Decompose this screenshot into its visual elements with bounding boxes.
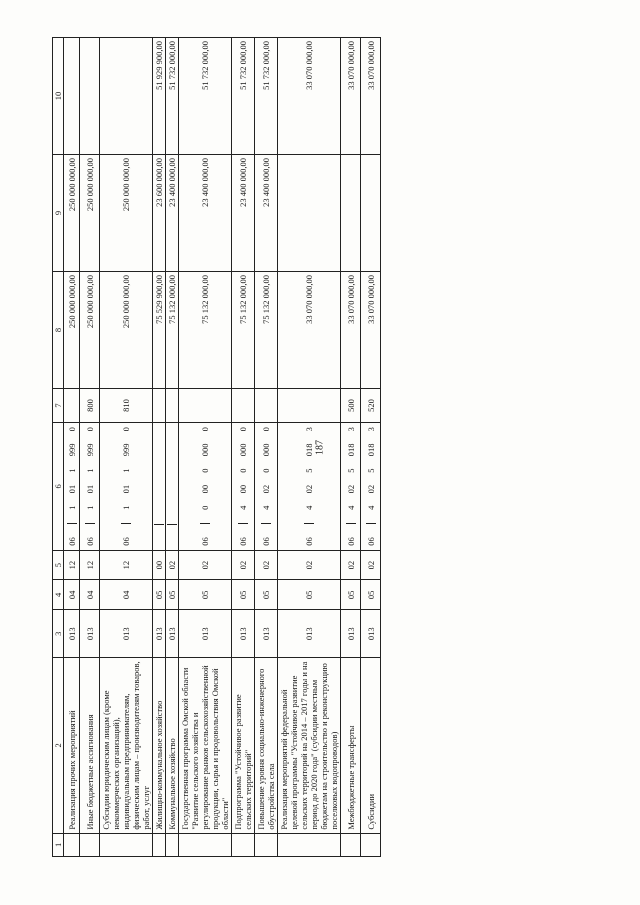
page-number: 187 <box>314 440 326 455</box>
row-col-10: 51 732 000,00 <box>179 38 232 155</box>
row-col-4: 05 <box>341 580 361 610</box>
code-part: 999 <box>84 443 95 457</box>
row-col-3: 013 <box>278 610 341 658</box>
code-part: 5 <box>345 468 356 473</box>
code-separator <box>200 523 210 524</box>
table-row <box>232 38 255 857</box>
code-part: 06 <box>121 537 132 546</box>
row-col-4: 04 <box>100 580 153 610</box>
row-col-7: 520 <box>361 389 381 423</box>
row-code <box>64 423 80 551</box>
row-col-3: 013 <box>255 610 278 658</box>
row-col-9: 250 000 000,00 <box>100 155 153 272</box>
row-col-3: 013 <box>232 610 255 658</box>
code-part: 5 <box>304 468 315 473</box>
row-col-9: 23 400 000,00 <box>232 155 255 272</box>
row-col-5: 02 <box>278 550 341 580</box>
code-part: 3 <box>365 427 376 432</box>
row-col-10: 33 070 000,00 <box>361 38 381 155</box>
row-name: Коммунальное хозяйство <box>166 658 179 834</box>
row-name: Межбюджетные трансферты <box>341 658 361 834</box>
code-part: 06 <box>84 537 95 546</box>
row-col-4: 05 <box>255 580 278 610</box>
row-col-3: 013 <box>361 610 381 658</box>
row-col-4: 05 <box>179 580 232 610</box>
code-part: 02 <box>345 484 356 494</box>
row-col-9: 23 600 000,00 <box>153 155 166 272</box>
row-col-1 <box>361 833 381 856</box>
header-cell: 1 <box>53 833 64 856</box>
code-parts <box>304 426 314 547</box>
row-col-7 <box>232 389 255 423</box>
code-separator <box>67 523 77 524</box>
row-name: Иные бюджетные ассигнования <box>80 658 100 834</box>
code-part: 06 <box>304 537 315 546</box>
row-col-1 <box>166 833 179 856</box>
row-name: Подпрограмма "Устойчивое развитие сельских территорий" <box>232 658 255 834</box>
code-part: 018 <box>304 443 315 457</box>
budget-table <box>52 37 381 857</box>
code-separator <box>346 523 356 524</box>
table-row <box>153 38 166 857</box>
row-col-4: 05 <box>153 580 166 610</box>
code-part: 999 <box>66 443 77 457</box>
row-col-5: 02 <box>361 550 381 580</box>
row-col-9 <box>341 155 361 272</box>
row-name: Государственная программа Омской области "Развитие сельского хозяйства и регулирование рынков сельскохозяйственной продукции, сырья и продовольствия Омской области" <box>179 658 232 834</box>
row-col-9: 23 400 000,00 <box>255 155 278 272</box>
code-part: 5 <box>365 468 376 473</box>
row-col-5: 12 <box>80 550 100 580</box>
code-separator <box>304 523 314 524</box>
code-part: 1 <box>66 468 77 473</box>
row-col-8: 33 070 000,00 <box>278 272 341 389</box>
code-part: 018 <box>345 443 356 457</box>
code-part: 0 <box>261 468 272 473</box>
code-part: 01 <box>121 484 132 494</box>
code-part: 4 <box>238 505 249 510</box>
code-part: 4 <box>365 505 376 510</box>
row-col-5: 12 <box>100 550 153 580</box>
code-parts <box>121 426 131 547</box>
code-part: 000 <box>200 443 211 457</box>
row-col-1 <box>80 833 100 856</box>
row-col-9 <box>361 155 381 272</box>
table-row <box>64 38 80 857</box>
row-code <box>153 423 166 551</box>
code-parts <box>346 426 356 547</box>
row-col-10: 51 732 000,00 <box>166 38 179 155</box>
code-separator <box>238 523 248 524</box>
row-col-5: 02 <box>179 550 232 580</box>
code-part: 06 <box>261 537 272 546</box>
row-col-8: 75 529 900,00 <box>153 272 166 389</box>
row-code <box>361 423 381 551</box>
row-col-4: 05 <box>166 580 179 610</box>
header-cell: 4 <box>53 580 64 610</box>
row-col-7: 800 <box>80 389 100 423</box>
row-col-4: 05 <box>361 580 381 610</box>
row-col-7 <box>278 389 341 423</box>
code-part: 02 <box>261 484 272 494</box>
row-col-7 <box>153 389 166 423</box>
row-col-8: 75 132 000,00 <box>179 272 232 389</box>
header-cell: 10 <box>53 38 64 155</box>
row-col-10: 51 929 900,00 <box>153 38 166 155</box>
row-code <box>341 423 361 551</box>
code-part: 06 <box>66 537 77 546</box>
row-col-3: 013 <box>64 610 80 658</box>
row-col-10: 51 732 000,00 <box>232 38 255 155</box>
row-col-3: 013 <box>166 610 179 658</box>
code-part: 4 <box>345 505 356 510</box>
header-cell: 2 <box>53 658 64 834</box>
row-col-8: 250 000 000,00 <box>80 272 100 389</box>
code-parts <box>238 426 248 547</box>
code-part: 000 <box>261 443 272 457</box>
row-col-8: 75 132 000,00 <box>255 272 278 389</box>
code-separator <box>121 523 131 524</box>
row-name: Субсидии юридическим лицам (кроме некоммерческих организаций), индивидуальным предпринимателям, физическим лицам – производителям товаров, работ, услуг <box>100 658 153 834</box>
code-part: 06 <box>200 537 211 546</box>
row-col-8: 250 000 000,00 <box>64 272 80 389</box>
row-name: Повышение уровня социально-инженерного обустройства села <box>255 658 278 834</box>
code-part: 0 <box>200 427 211 432</box>
code-parts <box>261 426 271 547</box>
code-parts <box>167 426 177 547</box>
row-col-8: 250 000 000,00 <box>100 272 153 389</box>
row-col-3: 013 <box>80 610 100 658</box>
header-row <box>53 38 64 857</box>
code-separator <box>154 524 164 525</box>
code-separator <box>366 523 376 524</box>
row-col-4: 05 <box>278 580 341 610</box>
code-parts <box>200 426 210 547</box>
row-code <box>166 423 179 551</box>
row-col-4: 04 <box>64 580 80 610</box>
code-part: 0 <box>84 427 95 432</box>
row-col-1 <box>100 833 153 856</box>
code-part: 018 <box>365 443 376 457</box>
header-cell: 7 <box>53 389 64 423</box>
table-row <box>80 38 100 857</box>
code-part: 00 <box>200 484 211 494</box>
code-part: 1 <box>121 505 132 510</box>
table-row <box>166 38 179 857</box>
row-code <box>100 423 153 551</box>
row-col-5: 02 <box>255 550 278 580</box>
row-col-3: 013 <box>179 610 232 658</box>
code-part: 0 <box>121 427 132 432</box>
code-part: 1 <box>66 505 77 510</box>
row-name: Реализация прочих мероприятий <box>64 658 80 834</box>
code-part: 0 <box>200 468 211 473</box>
table-row <box>341 38 361 857</box>
row-col-7 <box>166 389 179 423</box>
row-name: Жилищно-коммунальное хозяйство <box>153 658 166 834</box>
row-col-7: 810 <box>100 389 153 423</box>
row-code <box>255 423 278 551</box>
row-col-10: 33 070 000,00 <box>341 38 361 155</box>
code-part: 0 <box>238 468 249 473</box>
row-col-1 <box>179 833 232 856</box>
row-col-5: 12 <box>64 550 80 580</box>
row-col-10 <box>80 38 100 155</box>
row-name: Субсидии <box>361 658 381 834</box>
row-col-8: 33 070 000,00 <box>341 272 361 389</box>
code-parts <box>67 426 77 547</box>
row-col-8: 75 132 000,00 <box>166 272 179 389</box>
code-part: 999 <box>121 443 132 457</box>
row-col-10: 51 732 000,00 <box>255 38 278 155</box>
row-col-9: 23 400 000,00 <box>179 155 232 272</box>
code-parts <box>154 426 164 547</box>
row-col-5: 02 <box>166 550 179 580</box>
row-col-7 <box>255 389 278 423</box>
row-col-10 <box>100 38 153 155</box>
row-col-1 <box>278 833 341 856</box>
code-part: 02 <box>304 484 315 494</box>
row-code <box>179 423 232 551</box>
code-part: 1 <box>84 468 95 473</box>
code-parts <box>366 426 376 547</box>
header-cell: 9 <box>53 155 64 272</box>
row-col-10 <box>64 38 80 155</box>
row-col-3: 013 <box>153 610 166 658</box>
row-col-8: 75 132 000,00 <box>232 272 255 389</box>
row-col-9: 23 400 000,00 <box>166 155 179 272</box>
code-part: 4 <box>304 505 315 510</box>
code-part: 0 <box>261 427 272 432</box>
row-code <box>278 423 341 551</box>
row-code <box>80 423 100 551</box>
table-row <box>179 38 232 857</box>
row-col-1 <box>255 833 278 856</box>
header-cell: 3 <box>53 610 64 658</box>
code-part: 06 <box>238 537 249 546</box>
table-row <box>278 38 341 857</box>
row-col-7 <box>64 389 80 423</box>
row-col-4: 04 <box>80 580 100 610</box>
header-cell: 5 <box>53 550 64 580</box>
row-col-9: 250 000 000,00 <box>64 155 80 272</box>
code-part: 01 <box>66 484 77 494</box>
code-part: 3 <box>304 427 315 432</box>
row-col-1 <box>232 833 255 856</box>
row-col-5: 02 <box>341 550 361 580</box>
code-part: 1 <box>121 468 132 473</box>
code-part: 000 <box>238 443 249 457</box>
row-col-4: 05 <box>232 580 255 610</box>
row-col-10: 33 070 000,00 <box>278 38 341 155</box>
header-cell: 8 <box>53 272 64 389</box>
code-part: 01 <box>84 484 95 494</box>
code-part: 0 <box>238 427 249 432</box>
row-col-5: 02 <box>232 550 255 580</box>
table-row <box>255 38 278 857</box>
row-col-1 <box>341 833 361 856</box>
row-col-3: 013 <box>341 610 361 658</box>
code-part: 02 <box>365 484 376 494</box>
header-cell: 6 <box>53 423 64 551</box>
row-col-1 <box>153 833 166 856</box>
row-col-3: 013 <box>100 610 153 658</box>
code-part: 0 <box>66 427 77 432</box>
row-col-7: 500 <box>341 389 361 423</box>
code-separator <box>167 524 177 525</box>
code-part: 06 <box>365 537 376 546</box>
code-part: 00 <box>238 484 249 494</box>
row-name: Реализация мероприятий федеральной целевой программы "Устойчивое развитие сельских территорий на 2014 – 2017 годы и на период до 2020 года" (субсидии местным бюджетам на строительство и реконструкцию поселковых водопроводов) <box>278 658 341 834</box>
row-col-8: 33 070 000,00 <box>361 272 381 389</box>
code-parts <box>85 426 95 547</box>
code-part: 4 <box>261 505 272 510</box>
row-col-9 <box>278 155 341 272</box>
row-col-9: 250 000 000,00 <box>80 155 100 272</box>
code-part: 0 <box>200 505 211 510</box>
table-row <box>100 38 153 857</box>
code-part: 1 <box>84 505 95 510</box>
row-col-7 <box>179 389 232 423</box>
code-separator <box>85 523 95 524</box>
code-part: 06 <box>345 537 356 546</box>
row-col-1 <box>64 833 80 856</box>
code-part: 3 <box>345 427 356 432</box>
table-row <box>361 38 381 857</box>
code-separator <box>261 523 271 524</box>
row-code <box>232 423 255 551</box>
row-col-5: 00 <box>153 550 166 580</box>
